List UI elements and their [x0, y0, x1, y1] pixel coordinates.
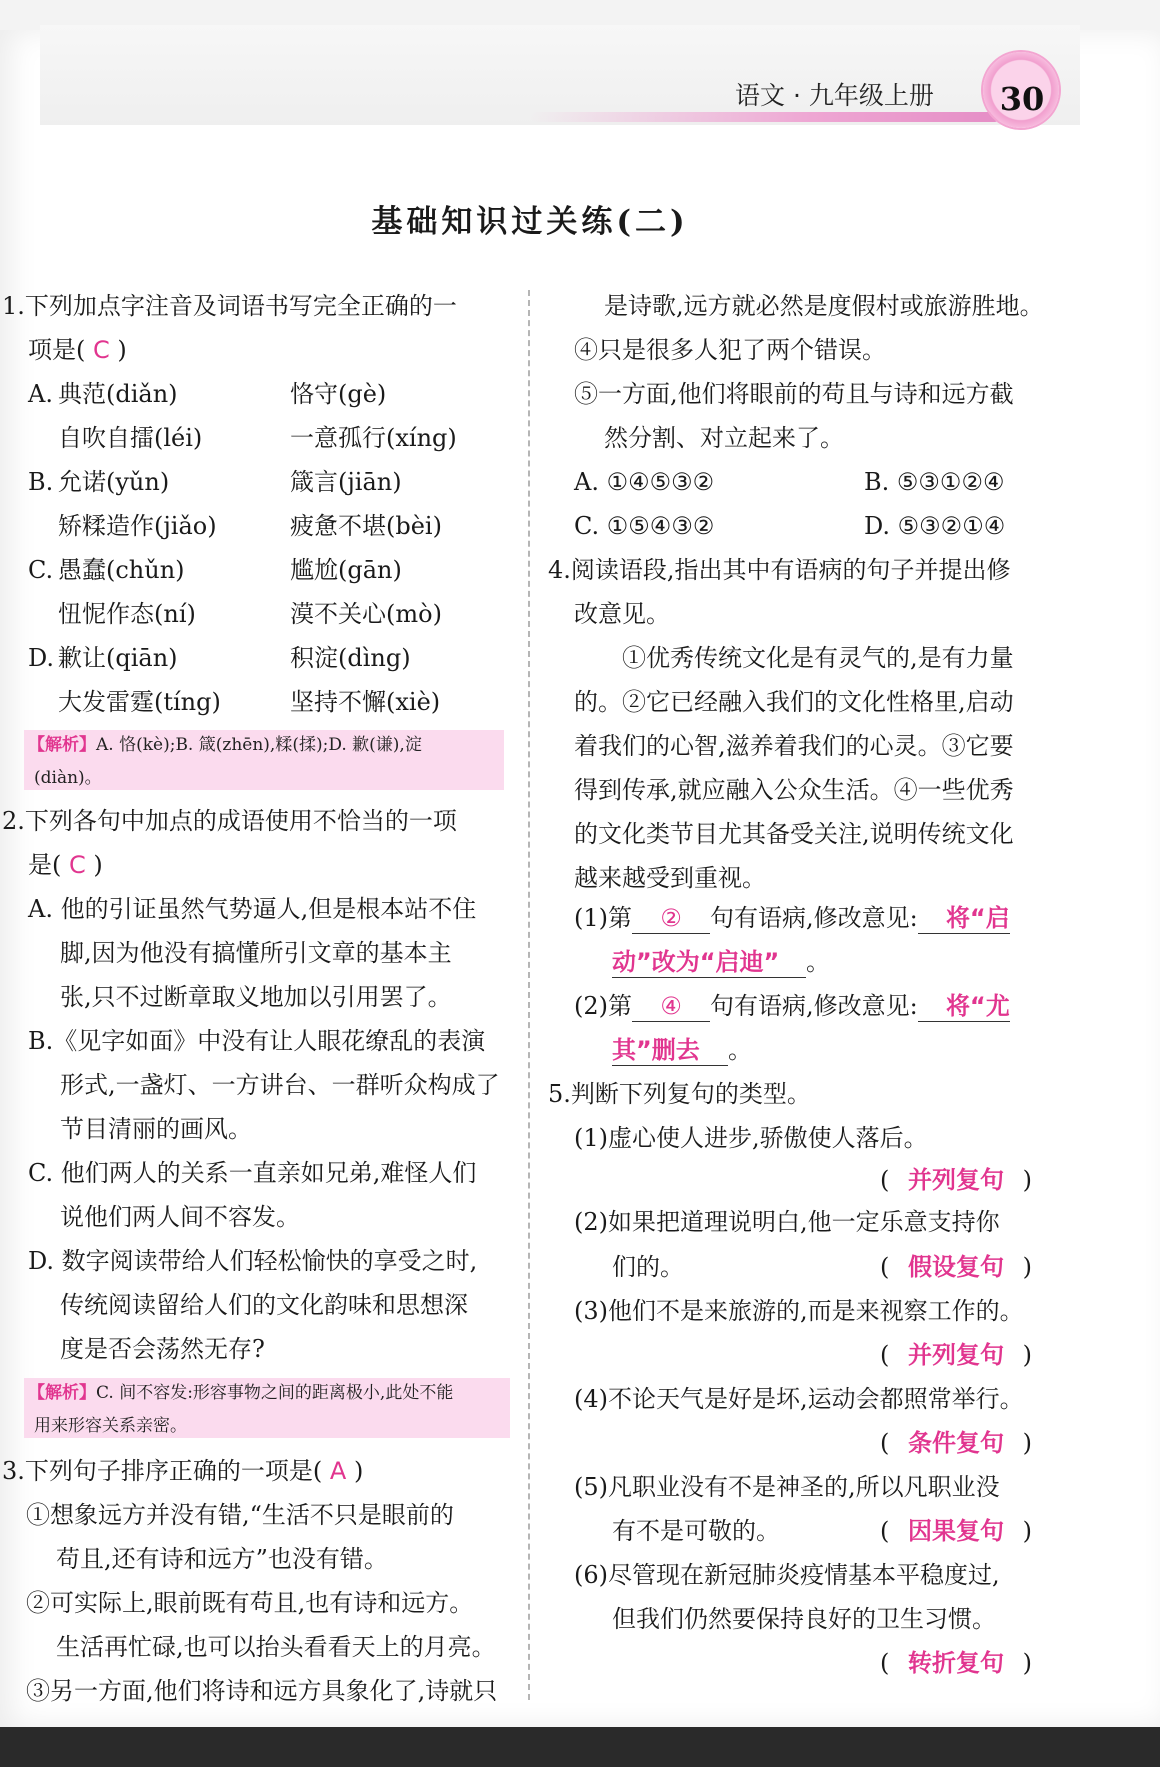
- q1-analysis-line1: 【解析】A. 恪(kè);B. 箴(zhēn),糅(揉);D. 歉(谦),淀: [28, 735, 422, 755]
- q4-answer-1-line1: (1)第 ② 句有语病,修改意见: 将“启: [574, 904, 1010, 932]
- q1-option-c4: 漠不关心(mò): [290, 600, 442, 628]
- q4-passage-line5: 的文化类节目尤其备受关注,说明传统文化: [574, 820, 1014, 848]
- q3-option-a: A. ①④⑤③②: [574, 468, 715, 496]
- q1-option-a-label: A.: [28, 380, 53, 408]
- q1-answer: C: [93, 336, 110, 364]
- q4-answer-2-line1: (2)第 ④ 句有语病,修改意见: 将“尤: [574, 992, 1010, 1020]
- q1-option-b4: 疲惫不堪(bèi): [290, 512, 442, 540]
- q1-option-d2: 积淀(dìng): [290, 644, 411, 672]
- q1-option-b2: 箴言(jiān): [290, 468, 402, 496]
- q3-option-b: B. ⑤③①②④: [864, 468, 1005, 496]
- q4-stem-line2: 改意见。: [574, 600, 670, 628]
- q4-answer-1-number: ②: [632, 903, 710, 934]
- q5-item-4: (4)不论天气是好是坏,运动会都照常举行。: [574, 1385, 1024, 1413]
- q4-answer-2-line2: 其”删去 。: [612, 1036, 752, 1064]
- q1-option-a2: 恪守(gè): [290, 380, 387, 408]
- page-title: 基础知识过关练(二): [371, 204, 689, 240]
- q1-option-d3: 大发雷霆(tíng): [58, 688, 221, 716]
- q2-option-a-line3: 张,只不过断章取义地加以引用罢了。: [60, 983, 452, 1011]
- q1-option-a4: 一意孤行(xíng): [290, 424, 457, 452]
- q5-item-6-line2: 但我们仍然要保持良好的卫生习惯。: [612, 1605, 996, 1633]
- analysis-tag: 【解析】: [28, 735, 96, 755]
- q5-item-1: (1)虚心使人进步,骄傲使人落后。: [574, 1124, 928, 1152]
- q3-stem: 3.下列句子排序正确的一项是( A ): [2, 1457, 364, 1485]
- q2-stem-line1: 2.下列各句中加点的成语使用不恰当的一项: [2, 807, 457, 835]
- q1-option-c2: 尴尬(gān): [290, 556, 402, 584]
- q5-stem: 5.判断下列复句的类型。: [548, 1080, 811, 1108]
- page-number: 30: [999, 80, 1045, 118]
- q5-item-3: (3)他们不是来旅游的,而是来视察工作的。: [574, 1297, 1024, 1325]
- q1-stem-line1: 1.下列加点字注音及词语书写完全正确的一: [2, 292, 457, 320]
- q2-analysis-line1: 【解析】C. 间不容发:形容事物之间的距离极小,此处不能: [28, 1383, 454, 1403]
- q4-answer-2-fix-part1: 将“尤: [918, 991, 1010, 1022]
- q3-option-d: D. ⑤③②①④: [864, 512, 1006, 540]
- q2-option-d-line1: D. 数字阅读带给人们轻松愉快的享受之时,: [28, 1247, 478, 1275]
- q1-option-c1: 愚蠢(chǔn): [58, 556, 185, 584]
- q2-option-b-line1: B.《见字如面》中没有让人眼花缭乱的表演: [28, 1027, 486, 1055]
- q4-passage-line6: 越来越受到重视。: [574, 864, 766, 892]
- q5-item-5-line1: (5)凡职业没有不是神圣的,所以凡职业没: [574, 1473, 1000, 1501]
- q1-analysis-line2: (diàn)。: [34, 768, 102, 788]
- q2-option-b-line3: 节目清丽的画风。: [60, 1115, 252, 1143]
- q2-answer: C: [69, 851, 86, 879]
- q1-option-a1: 典范(diǎn): [58, 380, 178, 408]
- q1-option-b3: 矫糅造作(jiǎo): [58, 512, 217, 540]
- q2-option-d-line2: 传统阅读留给人们的文化韵味和思想深: [60, 1291, 468, 1319]
- q2-option-b-line2: 形式,一盏灯、一方讲台、一群听众构成了: [60, 1071, 500, 1099]
- q3-answer: A: [329, 1457, 347, 1485]
- q4-answer-2-number: ④: [632, 991, 710, 1022]
- q1-option-b1: 允诺(yǔn): [58, 468, 170, 496]
- q4-passage-line2: 的。②它已经融入我们的文化性格里,启动: [574, 688, 1014, 716]
- q1-option-d1: 歉让(qiān): [58, 644, 178, 672]
- q2-stem-line2: 是( C ): [28, 851, 103, 879]
- q3-sentence-5-line2: 然分割、对立起来了。: [604, 424, 844, 452]
- book-title: 语文 · 九年级上册: [735, 81, 934, 110]
- q3-sentence-2-line1: ②可实际上,眼前既有苟且,也有诗和远方。: [26, 1589, 474, 1617]
- q5-item-1-answer: ( 并列复句 ): [880, 1166, 1033, 1194]
- q5-item-2-answer: ( 假设复句 ): [880, 1253, 1033, 1281]
- q4-passage-line1: ①优秀传统文化是有灵气的,是有力量: [622, 644, 1014, 672]
- q5-item-5-line2: 有不是可敬的。: [612, 1517, 780, 1545]
- q4-answer-2-fix-part2: 其”删去: [612, 1035, 728, 1066]
- q3-sentence-2-line2: 生活再忙碌,也可以抬头看看天上的月亮。: [56, 1633, 496, 1661]
- q1-option-d4: 坚持不懈(xiè): [290, 688, 441, 716]
- q2-option-a-line1: A. 他的引证虽然气势逼人,但是根本站不住: [28, 895, 477, 923]
- q4-answer-1-fix-part2: 动”改为“启迪”: [612, 947, 806, 978]
- q1-option-a3: 自吹自擂(léi): [58, 424, 203, 452]
- q1-option-d-label: D.: [28, 644, 55, 672]
- q1-option-c3: 忸怩作态(ní): [58, 600, 196, 628]
- q1-option-b-label: B.: [28, 468, 54, 496]
- q4-answer-1-line2: 动”改为“启迪” 。: [612, 948, 830, 976]
- q3-sentence-3-line1: ③另一方面,他们将诗和远方具象化了,诗就只: [26, 1677, 498, 1705]
- q3-option-c: C. ①⑤④③②: [574, 512, 715, 540]
- q1-option-c-label: C.: [28, 556, 54, 584]
- q3-sentence-1-line2: 苟且,还有诗和远方”也没有错。: [56, 1545, 388, 1573]
- q5-item-3-answer: ( 并列复句 ): [880, 1341, 1033, 1369]
- q1-stem-line2: 项是( C ): [28, 336, 127, 364]
- q2-analysis-line2: 用来形容关系亲密。: [34, 1416, 187, 1436]
- q3-sentence-5-line1: ⑤一方面,他们将眼前的苟且与诗和远方截: [574, 380, 1014, 408]
- q2-option-a-line2: 脚,因为他没有搞懂所引文章的基本主: [60, 939, 452, 967]
- q2-option-c-line2: 说他们两人间不容发。: [60, 1203, 300, 1231]
- q5-item-4-answer: ( 条件复句 ): [880, 1429, 1033, 1457]
- q3-sentence-3-line2: 是诗歌,远方就必然是度假村或旅游胜地。: [604, 292, 1044, 320]
- q5-item-6-answer: ( 转折复句 ): [880, 1649, 1033, 1677]
- q4-passage-line3: 着我们的心智,滋养着我们的心灵。③它要: [574, 732, 1014, 760]
- q3-sentence-1-line1: ①想象远方并没有错,“生活不只是眼前的: [26, 1501, 454, 1529]
- analysis-tag: 【解析】: [28, 1383, 96, 1403]
- q4-answer-1-fix-part1: 将“启: [918, 903, 1010, 934]
- q4-stem-line1: 4.阅读语段,指出其中有语病的句子并提出修: [548, 556, 1011, 584]
- q5-item-2-line1: (2)如果把道理说明白,他一定乐意支持你: [574, 1208, 1000, 1236]
- q3-sentence-4: ④只是很多人犯了两个错误。: [574, 336, 886, 364]
- q2-option-c-line1: C. 他们两人的关系一直亲如兄弟,难怪人们: [28, 1159, 477, 1187]
- q5-item-2-line2: 们的。: [612, 1253, 684, 1281]
- q4-passage-line4: 得到传承,就应融入公众生活。④一些优秀: [574, 776, 1014, 804]
- q2-option-d-line3: 度是否会荡然无存?: [60, 1335, 265, 1363]
- q5-item-5-answer: ( 因果复句 ): [880, 1517, 1033, 1545]
- q5-item-6-line1: (6)尽管现在新冠肺炎疫情基本平稳度过,: [574, 1561, 1000, 1589]
